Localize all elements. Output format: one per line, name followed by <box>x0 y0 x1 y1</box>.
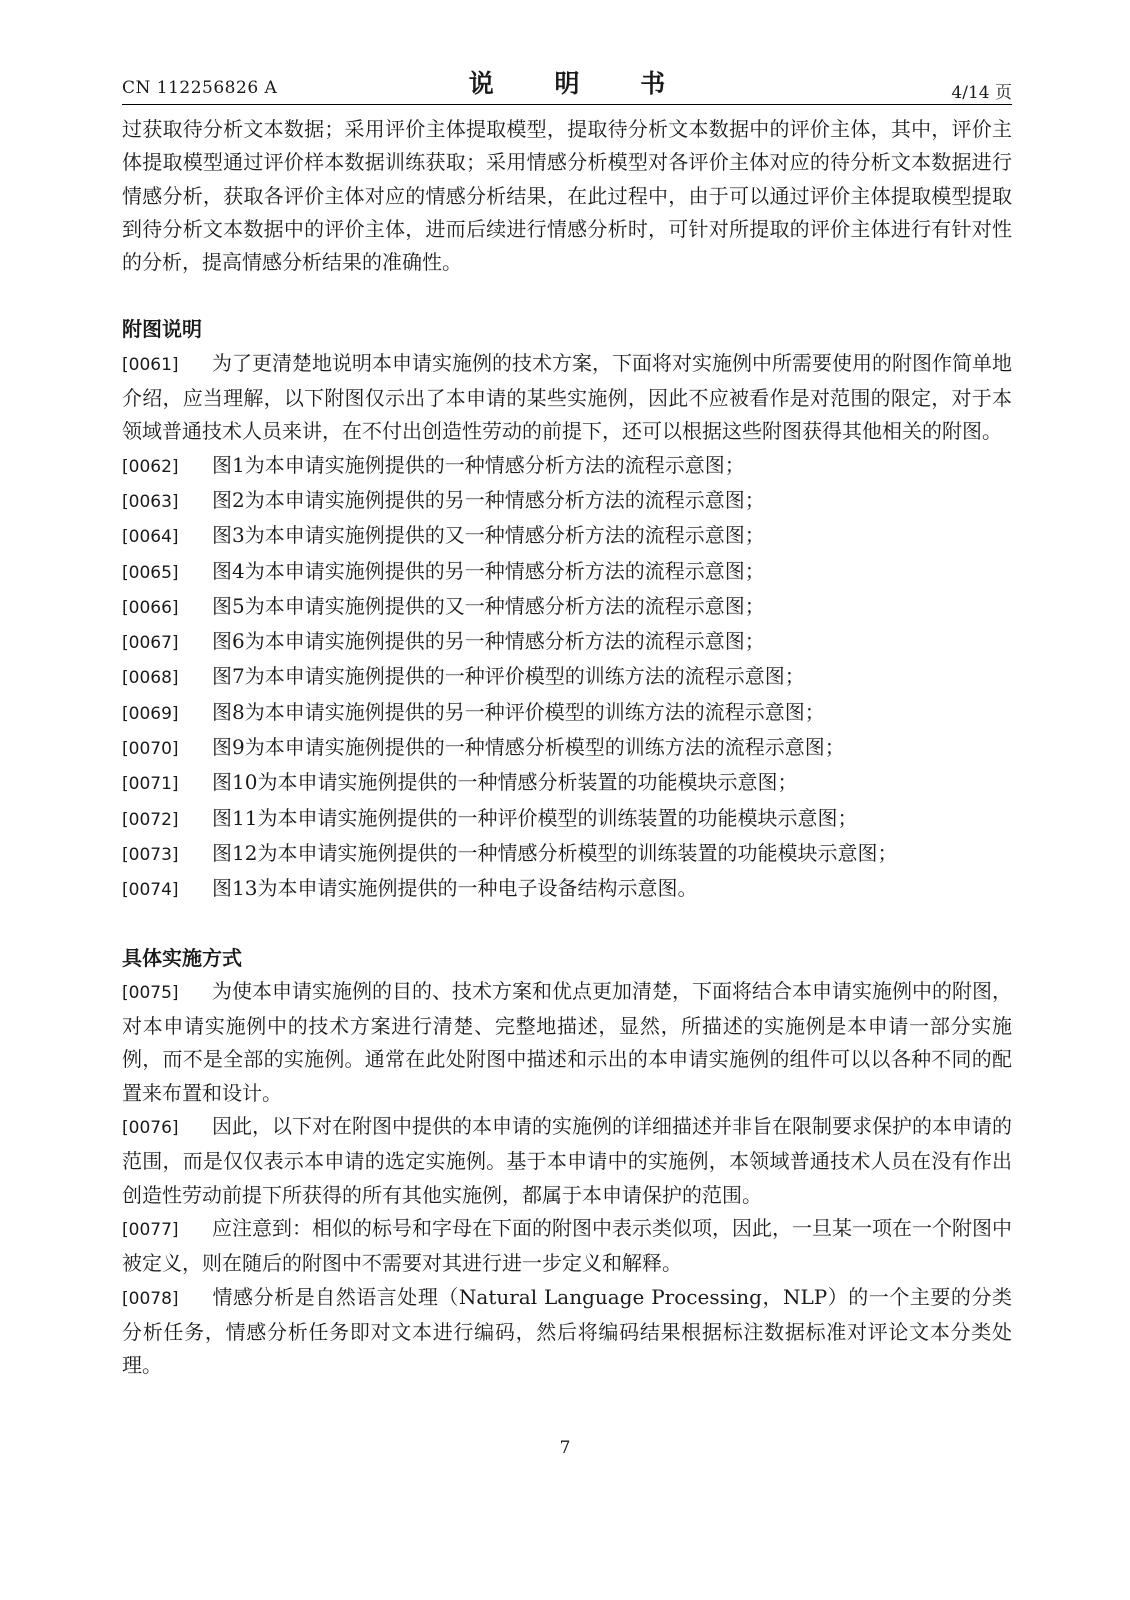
paragraph-number: [0068] <box>122 668 179 689</box>
numbered-paragraph <box>122 1281 1012 1383</box>
numbered-paragraph <box>122 1212 1012 1281</box>
numbered-paragraph <box>122 484 1012 519</box>
paragraph-number: [0062] <box>122 456 179 477</box>
numbered-paragraph <box>122 731 1012 766</box>
section-heading-embodiments: 具体实施方式 <box>122 945 242 970</box>
paragraph-text: 为使本申请实施例的目的、技术方案和优点更加清楚，下面将结合本申请实施例中的附图，对本申请实施例中的技术方案进行清楚、完整地描述，显然，所描述的实施例是本申请一部分实施例，而不是全部的实施例。通常在此处附图中描述和示出的本申请实施例的组件可以以各种不同的配置来布置和设计。 <box>122 978 1012 1105</box>
paragraph-text: 为了更清楚地说明本申请实施例的技术方案，下面将对实施例中所需要使用的附图作简单地介绍，应当理解，以下附图仅示出了本申请的某些实施例，因此不应被看作是对范围的限定，对于本领域普通技术人员来讲，在不付出创造性劳动的前提下，还可以根据这些附图获得其他相关的附图。 <box>122 350 1012 444</box>
paragraph-number: [0075] <box>122 982 179 1003</box>
paragraph-text: 图7为本申请实施例提供的一种评价模型的训练方法的流程示意图； <box>212 664 805 689</box>
paragraph-number: [0064] <box>122 527 179 548</box>
paragraph-number: [0077] <box>122 1219 179 1240</box>
paragraph-text: 图12为本申请实施例提供的一种情感分析模型的训练装置的功能模块示意图； <box>212 840 898 865</box>
numbered-paragraph <box>122 449 1012 484</box>
paragraph-number: [0072] <box>122 809 179 830</box>
numbered-paragraph <box>122 975 1012 1110</box>
paragraph-number: [0076] <box>122 1118 179 1139</box>
page-indicator: 4/14 页 <box>951 83 1012 103</box>
paragraph-text: 图1为本申请实施例提供的一种情感分析方法的流程示意图； <box>212 452 745 477</box>
document-body <box>122 113 1012 1382</box>
numbered-paragraph <box>122 802 1012 837</box>
page-header <box>122 64 1012 104</box>
numbered-paragraph <box>122 872 1012 907</box>
numbered-paragraph <box>122 696 1012 731</box>
paragraph-number: [0067] <box>122 633 179 654</box>
paragraph-number: [0069] <box>122 703 179 724</box>
numbered-paragraph <box>122 837 1012 872</box>
numbered-paragraph <box>122 625 1012 660</box>
paragraph-number: [0078] <box>122 1288 179 1309</box>
section-heading-figures: 附图说明 <box>122 317 202 342</box>
paragraph-text: 图6为本申请实施例提供的另一种情感分析方法的流程示意图； <box>212 629 765 654</box>
paragraph-text: 图2为本申请实施例提供的另一种情感分析方法的流程示意图； <box>212 487 765 512</box>
paragraph-text: 图10为本申请实施例提供的一种情感分析装置的功能模块示意图； <box>212 770 798 795</box>
paragraph-text: 图4为本申请实施例提供的另一种情感分析方法的流程示意图； <box>212 558 765 583</box>
paragraph-number: [0073] <box>122 844 179 865</box>
paragraph-number: [0061] <box>122 354 179 375</box>
numbered-paragraph <box>122 1110 1012 1212</box>
paragraph-text: 情感分析是自然语言处理（Natural Language Processing，NLP）的一个主要的分类分析任务，情感分析任务即对文本进行编码，然后将编码结果根据标注数据标准对评论文本分类处理。 <box>122 1284 1012 1378</box>
paragraph-number: [0066] <box>122 597 179 618</box>
header-rule <box>122 104 1012 105</box>
document-title: 说 明 书 <box>468 69 692 98</box>
paragraph-number: [0070] <box>122 739 179 760</box>
paragraph-number: [0065] <box>122 562 179 583</box>
paragraph-number: [0063] <box>122 491 179 512</box>
paragraph-text: 图13为本申请实施例提供的一种电子设备结构示意图。 <box>212 876 698 901</box>
numbered-paragraph <box>122 347 1012 449</box>
paragraph-number: [0071] <box>122 774 179 795</box>
paragraph-text: 图8为本申请实施例提供的另一种评价模型的训练方法的流程示意图； <box>212 699 825 724</box>
embodiments-paragraph-list <box>122 975 1012 1383</box>
page-number: 7 <box>559 1438 571 1458</box>
numbered-paragraph <box>122 555 1012 590</box>
paragraph-text: 因此，以下对在附图中提供的本申请的实施例的详细描述并非旨在限制要求保护的本申请的范围，而是仅仅表示本申请的选定实施例。基于本申请中的实施例，本领域普通技术人员在没有作出创造性劳动前提下所获得的所有其他实施例，都属于本申请保护的范围。 <box>122 1114 1012 1207</box>
paragraph-text: 图9为本申请实施例提供的一种情感分析模型的训练方法的流程示意图； <box>212 735 845 760</box>
spacer <box>122 908 1012 942</box>
numbered-paragraph <box>122 766 1012 801</box>
numbered-paragraph <box>122 590 1012 625</box>
spacer <box>122 279 1012 313</box>
paragraph-text: 应注意到：相似的标号和字母在下面的附图中表示类似项，因此，一旦某一项在一个附图中被定义，则在随后的附图中不需要对其进行进一步定义和解释。 <box>122 1215 1012 1276</box>
paragraph-number: [0074] <box>122 880 179 901</box>
paragraph-text: 图3为本申请实施例提供的又一种情感分析方法的流程示意图； <box>212 523 765 548</box>
paragraph-text: 图11为本申请实施例提供的一种评价模型的训练装置的功能模块示意图； <box>212 805 858 830</box>
paragraph-text: 图5为本申请实施例提供的又一种情感分析方法的流程示意图； <box>212 593 765 618</box>
numbered-paragraph <box>122 660 1012 695</box>
figures-paragraph-list <box>122 347 1012 908</box>
numbered-paragraph <box>122 519 1012 554</box>
document-number: CN 112256826 A <box>122 78 278 98</box>
intro-paragraph: 过获取待分析文本数据；采用评价主体提取模型，提取待分析文本数据中的评价主体，其中，评价主体提取模型通过评价样本数据训练获取；采用情感分析模型对各评价主体对应的待分析文本数据进行情感分析，获取各评价主体对应的情感分析结果，在此过程中，由于可以通过评价主体提取模型提取到待分析文本数据中的评价主体，进而后续进行情感分析时，可针对所提取的评价主体进行有针对性的分析，提高情感分析结果的准确性。 <box>122 117 1012 275</box>
